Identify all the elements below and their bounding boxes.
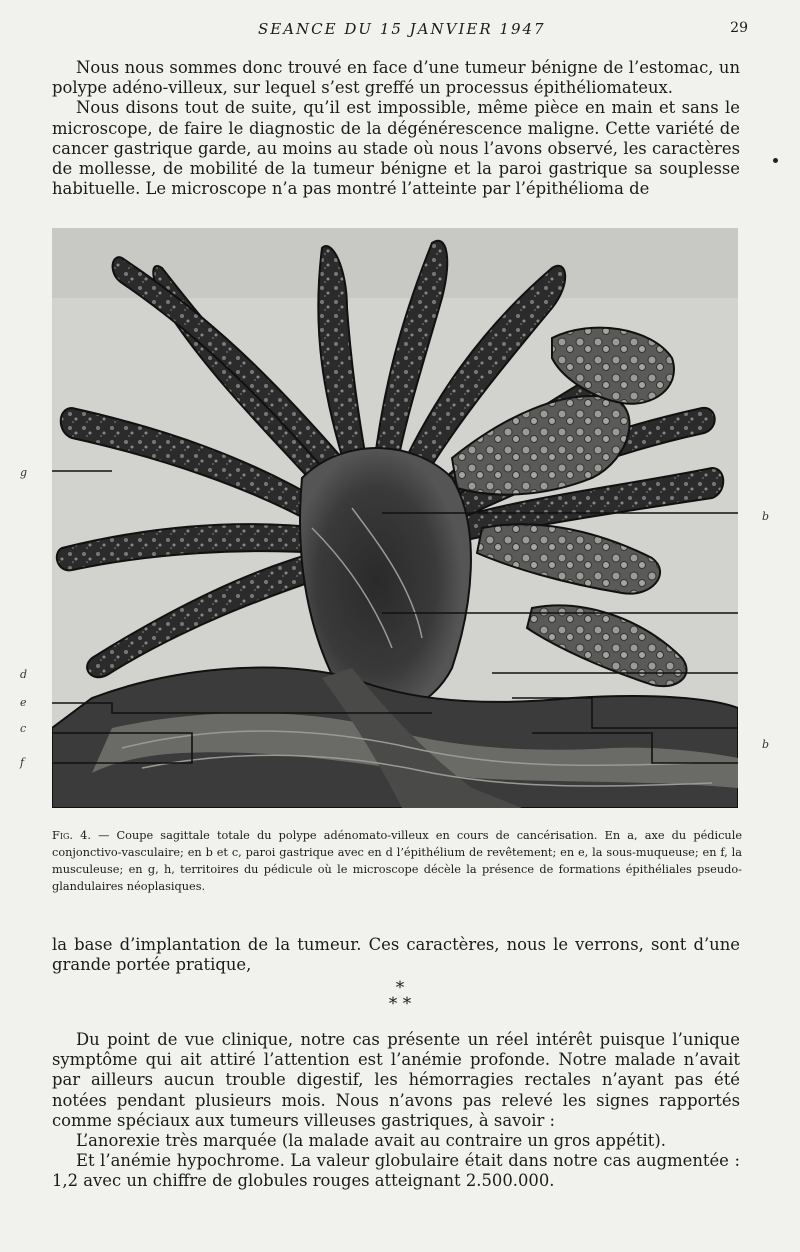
paragraph-1: Nous nous sommes donc trouvé en face d’une tumeur bénigne de l’estomac, un polype adéno-villeux, sur lequel s’est greffé un processus épithéliomateux. xyxy=(52,58,740,98)
caption-text: — Coupe sagittale totale du polype adénomato-villeux en cours de cancérisation. En a, axe du pédicule conjonctivo-vasculaire; en b et c, paroi gastrique avec en d l’épithélium de revêtement; en e, la sous-muqueuse; en f, la musculeuse; en g, h, territoires du pédicule où le microscope décèle la présence de formations épithéliales pseudo-glandulaires néoplasiques. xyxy=(52,829,743,893)
figure-label-b-lower: b xyxy=(762,738,770,751)
figure-label-c: c xyxy=(20,722,27,735)
bottom-text xyxy=(52,1030,740,1192)
page-number: 29 xyxy=(730,20,748,36)
running-head: SEANCE DU 15 JANVIER 1947 xyxy=(258,20,546,38)
section-break-bottom: * * xyxy=(388,994,412,1014)
figure-label-e: e xyxy=(20,696,27,709)
page-header xyxy=(0,20,800,44)
middle-text xyxy=(52,935,740,975)
caption-lead: Fig. 4. xyxy=(52,829,91,842)
figure-label-f: f xyxy=(20,756,25,769)
figure-caption xyxy=(52,827,742,895)
margin-speck xyxy=(773,158,778,163)
paragraph-continuation: la base d’implantation de la tumeur. Ces caractères, nous le verrons, sont d’une grande portée pratique, xyxy=(52,935,740,975)
section-break-top: * xyxy=(395,978,405,998)
figure-label-d: d xyxy=(20,668,28,681)
paragraph-anemia: Et l’anémie hypochrome. La valeur globulaire était dans notre cas augmentée : 1,2 avec un chiffre de globules rouges atteignant 2.500.000. xyxy=(52,1151,740,1191)
paragraph-2: Nous disons tout de suite, qu’il est impossible, même pièce en main et sans le microscope, de faire le diagnostic de la dégénérescence maligne. Cette variété de cancer gastrique garde, au moins au stade où nous l’avons observé, les caractères de mollesse, de mobilité de la tumeur bénigne et la paroi gastrique sa souplesse habituelle. Le microscope n’a pas montré l’atteinte par l’épithélioma de xyxy=(52,98,740,199)
top-text xyxy=(52,58,740,199)
histology-figure xyxy=(52,228,738,808)
paragraph-anorexia: L’anorexie très marquée (la malade avait au contraire un gros appétit). xyxy=(76,1131,666,1151)
histology-section-image xyxy=(52,228,738,808)
figure-label-g: g xyxy=(20,466,28,479)
figure-label-b: b xyxy=(762,510,770,523)
paragraph-clinical: Du point de vue clinique, notre cas présente un réel intérêt puisque l’unique symptôme qui ait attiré l’attention est l’anémie profonde. Notre malade n’avait par ailleurs aucun trouble digestif, les hémorragies rectales n’ayant pas été notées pendant plusieurs mois. Nous n’avons pas relevé les signes rapportés comme spéciaux aux tumeurs villeuses gastriques, à savoir : xyxy=(52,1030,740,1130)
